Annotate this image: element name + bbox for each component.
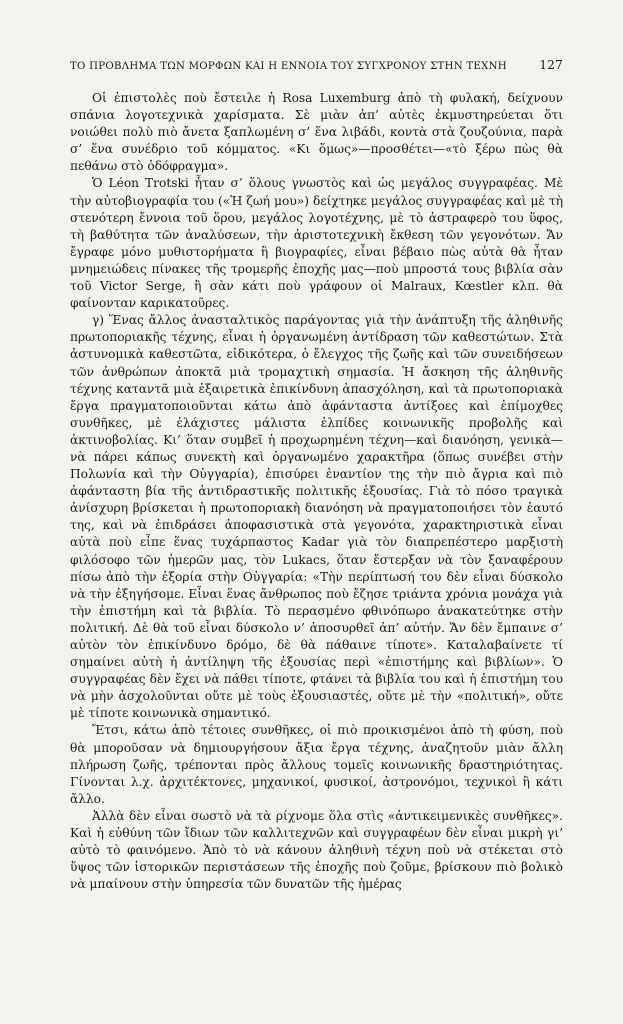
- paragraph-luxemburg: Οἱ ἐπιστολὲς ποὺ ἔστειλε ἡ Rosa Luxemburg ἀπὸ τὴ φυλακή, δείχνουν σπάνια λογοτεχνικὰ χαρίσματα. Σὲ μιὰν ἀπ’ αὐτὲς ἐκμυστηρεύεται ὅτι νοιώθει πολὺ πιὸ ἄνετα ξαπλωμένη σ’ ἕνα λιβάδι, κοντὰ στὰ ζουζούνια, παρὰ σ’ ἕνα συνέδριο τοῦ κόμματος. «Κι ὅμως»—προσθέτει—«τὸ ξέρω πὼς θὰ πεθάνω στὸ ὁδόφραγμα».: [70, 91, 563, 174]
- running-title: ΤΟ ΠΡΟΒΛΗΜΑ ΤΩΝ ΜΟΡΦΩΝ ΚΑΙ Η ΕΝΝΟΙΑ ΤΟΥ ΣΥΓΧΡΟΝΟΥ ΣΤΗΝ ΤΕΧΝΗ: [70, 61, 507, 72]
- body-text: [70, 90, 563, 893]
- page-number: 127: [539, 58, 563, 72]
- paragraph-trotski: Ὁ Léon Trotski ἦταν σ’ ὅλους γνωστὸς καὶ ὡς μεγάλος συγγραφέας. Μὲ τὴν αὐτοβιογραφία του («Ἡ ζωή μου») δείχτηκε μεγάλος συγγραφέας καὶ μὲ τὴ στενότερη ἔννοια τοῦ ὅρου, μεγάλος λογοτέχνης, μὲ τὸ ἀστραφερὸ του ὕφος, τὴ βαθύτητα τῶν ἀναλύσεων, τὴν ἀριστοτεχνικὴ ἔκθεση τῶν γεγονότων. Ἄν ἔγραφε μόνο μυθιστορήματα ἢ βιογραφίες, εἶναι βέβαιο πὼς αὐτὰ θὰ ἦταν μνημειώδεις πίνακες τῆς τρομερῆς ἐποχῆς μας—ποὺ μπροστά τους βιβλία σὰν τοῦ Victor Serge, ἢ σὰν κάτι ποὺ γράφουν οἱ Malraux, Kœstler κλπ. θὰ φαίνονταν καρικατοῦρες.: [70, 176, 563, 311]
- running-header: [70, 58, 563, 72]
- paragraph-other-fields: Ἔτσι, κάτω ἀπὸ τέτοιες συνθῆκες, οἱ πιὸ προικισμένοι ἀπὸ τὴ φύση, ποὺ θὰ μποροῦσαν νὰ δημιουργήσουν ἄξια ἔργα τέχνης, ἀναζητοῦν μιὰν ἄλλη πλήρωση ζωῆς, τρέπονται πρὸς ἄλλους τομεῖς κοινωνικῆς δραστηριότητας. Γίνονται λ.χ. ἀρχιτέκτονες, μηχανικοί, φυσικοί, ἀστρονόμοι, τεχνικοὶ ἢ κάτι ἄλλο.: [70, 723, 563, 806]
- paragraph-artists-responsibility: Ἀλλὰ δὲν εἶναι σωστὸ νὰ τὰ ρίχνομε ὅλα στὶς «ἀντικειμενικὲς συνθῆκες». Καὶ ἡ εὐθύνη τῶν ἴδιων τῶν καλλιτεχνῶν καὶ συγγραφέων δὲν εἶναι μικρὴ γι’ αὐτὸ τὸ φαινόμενο. Ἀπὸ τὸ νὰ κάνουν ἀληθινὴ τέχνη ποὺ νὰ στέκεται στὸ ὕψος τῶν ἱστορικῶν περιστάσεων τῆς ἐποχῆς ποὺ ζοῦμε, βρίσκουν πιὸ βολικὸ νὰ μπαίνουν στὴν ὑπηρεσία τῶν δυνατῶν τῆς ἡμέρας: [70, 808, 563, 892]
- paragraph-regime-reaction: γ) Ἕνας ἄλλος ἀνασταλτικὸς παράγοντας γιὰ τὴν ἀνάπτυξη τῆς ἀληθινῆς πρωτοποριακῆς τέχνης, εἶναι ἡ ὀργανωμένη ἀντίδραση τῶν καθεστώτων. Στὰ ἀστυνομικὰ καθεστῶτα, εἰδικότερα, ὁ ἔλεγχος τῆς ζωῆς καὶ τῶν συνειδήσεων τῶν ἀνθρώπων ἀποκτᾶ μιὰ τρομαχτικὴ σημασία. Ἡ ἄσκηση τῆς ἀληθινῆς τέχνης καταντᾶ μιὰ ἐξαιρετικὰ ἐπικίνδυνη ἀπασχόληση, καὶ τὰ πρωτοποριακὰ ἔργα πραγματοποιοῦνται κάτω ἀπὸ ἀφάνταστα ἀντίξοες καὶ ἐπίμοχθες συνθῆκες, μὲ ἐλάχιστες μάλιστα ἐλπίδες κοινωνικῆς προβολῆς καὶ ἀκτινοβολίας. Κι’ ὅταν συμβεῖ ἡ προχωρημένη τέχνη—καὶ διανόηση, γενικὰ—νὰ πάρει κάπως συνεκτὴ καὶ ὀργανωμένο χαρακτῆρα (ὅπως συνέβει στὴν Πολωνία καὶ τὴν Οὑγγαρία), ἐπισύρει ἐναντίον της τὴν πιὸ ἄγρια καὶ πιὸ ἀφάνταστη βία τῆς ἀντιδραστικῆς πολιτικῆς ἐξουσίας. Γιὰ τὸ πόσο τραγικὰ ἀνίσχυρη βρίσκεται ἡ πρωτοποριακὴ διανόηση νὰ πραγματοποιήσει τὸν ἑαυτό της, καὶ νὰ ἐπιδράσει ἀποφασιστικὰ στὰ γεγονότα, χαρακτηριστικὰ εἶναι αὐτὰ ποὺ εἶπε ἕνας τυχάρπαστος Kadar γιὰ τὸν διαπρεπέστερο μαρξιστὴ φιλόσοφο τῶν ἡμερῶν μας, τὸν Lukacs, ὅταν ἔστερξαν νὰ τὸν ξαναφέρουν πίσω ἀπὸ τὴν ἐξορία στὴν Οὑγγαρία: «Τὴν περίπτωσή του δὲν εἶναι δύσκολο νὰ τὴν ἐξηγήσομε. Εἶναι ἕνας ἄνθρωπος ποὺ ἔζησε τριάντα χρόνια μονάχα γιὰ τὴν ἐπιστήμη καὶ τὰ βιβλία. Τὸ περασμένο φθινόπωρο ἀνακατεύτηκε στὴν πολιτική. Δὲ θὰ τοῦ εἶναι δύσκολο ν’ ἀποσυρθεῖ ἀπ’ αὐτήν. Ἄν δὲν ἔμπαινε σ’ αὐτὸν τὸν ἐπικίνδυνο δρόμο, δὲ θὰ πάθαινε τίποτε». Καταλαβαίνετε τί σημαίνει αὐτὴ ἡ ἀντίληψη τῆς ἐξουσίας περὶ «ἐπιστήμης καὶ βιβλίων». Ὁ συγγραφέας δὲν ἔχει νὰ πάθει τίποτε, φτάνει τὰ βιβλία του καὶ ἡ ἐπιστήμη του νὰ μὴν ἀσχολοῦνται οὔτε μὲ τοὺς ἐξουσιαστές, οὔτε μὲ τὴν «πολιτική», οὔτε μὲ τίποτε κοινωνικὰ σημαντικό.: [70, 313, 563, 721]
